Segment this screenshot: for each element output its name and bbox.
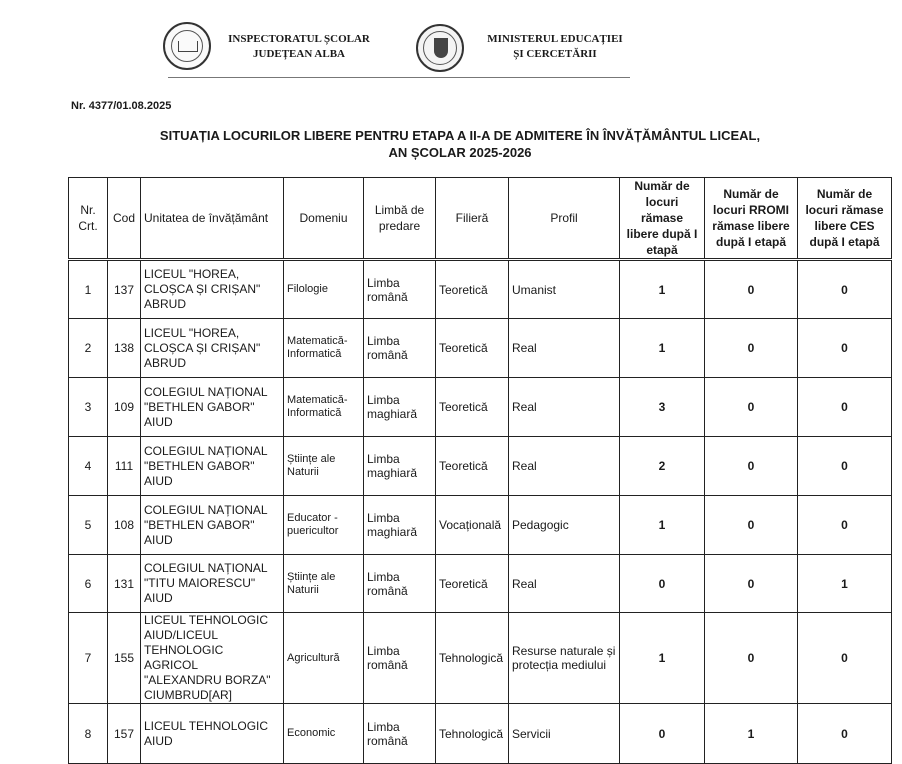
- cell-profil-line: Pedagogic: [512, 518, 569, 532]
- cell-domain: [284, 260, 364, 319]
- cell-free-places: 1: [620, 613, 705, 704]
- cell-language: [364, 378, 436, 437]
- left-institution: [214, 32, 384, 62]
- table-row: [69, 378, 892, 437]
- cell-free-places: 0: [620, 555, 705, 613]
- cell-domain-line: Informatică: [287, 348, 342, 360]
- cell-ces-places: 0: [798, 613, 892, 704]
- cell-domain: [284, 378, 364, 437]
- cell-filiera: Teoretică: [436, 260, 509, 319]
- cell-unit-line: AIUD: [144, 591, 173, 605]
- cell-unit-line: AIUD: [144, 414, 173, 429]
- cell-ces-places: 0: [798, 260, 892, 319]
- header-domain: Domeniu: [284, 178, 364, 260]
- title-line2: AN ȘCOLAR 2025-2026: [388, 145, 532, 160]
- header-free-places: Număr de locuri rămase libere după I etapă: [620, 178, 705, 260]
- header-rromi-places: Număr de locuri RROMI rămase libere după I etapă: [705, 178, 798, 260]
- right-institution-line1: MINISTERUL EDUCAȚIEI: [487, 33, 623, 45]
- cell-ces-places: 0: [798, 319, 892, 378]
- cell-profil-line: Real: [512, 576, 537, 591]
- vacancies-table: [68, 177, 892, 764]
- cell-language-line: Limba: [367, 569, 400, 584]
- cell-nr: 6: [69, 555, 108, 613]
- cell-profil: [509, 496, 620, 555]
- cell-unit-line: COLEGIUL NAȚIONAL: [144, 561, 268, 575]
- cell-unit-line: AIUD/LICEUL: [144, 628, 219, 642]
- table-row: [69, 704, 892, 764]
- cell-ces-places: 0: [798, 704, 892, 764]
- cell-nr: 3: [69, 378, 108, 437]
- registration-number: Nr. 4377/01.08.2025: [71, 100, 172, 112]
- cell-unit-line: AIUD: [144, 473, 173, 488]
- cell-unit-line: COLEGIUL NAȚIONAL: [144, 384, 268, 399]
- cell-domain: [284, 555, 364, 613]
- cell-cod: 108: [108, 496, 141, 555]
- cell-filiera: Teoretică: [436, 378, 509, 437]
- cell-profil: [509, 260, 620, 319]
- cell-cod: 131: [108, 555, 141, 613]
- header-cod: Cod: [108, 178, 141, 260]
- cell-language: [364, 437, 436, 496]
- table-header-row: [69, 178, 892, 260]
- cell-domain: [284, 437, 364, 496]
- cell-unit-line: CIUMBRUD[AR]: [144, 688, 233, 702]
- cell-filiera: Vocațională: [436, 496, 509, 555]
- cell-unit-line: COLEGIUL NAȚIONAL: [144, 502, 268, 517]
- cell-language-line: română: [367, 733, 408, 748]
- cell-domain-line: Educator -: [287, 512, 338, 524]
- cell-unit-line: COLEGIUL NAȚIONAL: [144, 443, 268, 458]
- cell-free-places: 1: [620, 496, 705, 555]
- table-row: [69, 319, 892, 378]
- cell-cod: 137: [108, 260, 141, 319]
- cell-language: [364, 704, 436, 764]
- cell-cod: 155: [108, 613, 141, 704]
- cell-cod: 138: [108, 319, 141, 378]
- cell-filiera: Tehnologică: [436, 613, 509, 704]
- cell-language: [364, 613, 436, 704]
- table-row: [69, 496, 892, 555]
- cell-language: [364, 260, 436, 319]
- cell-nr: 5: [69, 496, 108, 555]
- left-institution-line2: JUDEȚEAN ALBA: [253, 48, 345, 60]
- cell-unit-line: "BETHLEN GABOR": [144, 399, 255, 414]
- header-nr: Nr. Crt.: [69, 178, 108, 260]
- cell-domain-line: Matematică-: [287, 335, 348, 347]
- cell-rromi-places: 0: [705, 437, 798, 496]
- header-filiera: Filieră: [436, 178, 509, 260]
- cell-language-line: Limba: [367, 393, 400, 407]
- cell-language-line: Limba: [367, 719, 400, 734]
- cell-free-places: 0: [620, 704, 705, 764]
- cell-language-line: română: [367, 583, 408, 598]
- cell-domain: [284, 319, 364, 378]
- cell-cod: 157: [108, 704, 141, 764]
- cell-unit-line: "BETHLEN GABOR": [144, 517, 255, 532]
- cell-language-line: română: [367, 658, 408, 672]
- cell-unit: [141, 555, 284, 613]
- cell-ces-places: 1: [798, 555, 892, 613]
- cell-nr: 7: [69, 613, 108, 704]
- school-inspectorate-logo: [163, 22, 211, 70]
- cell-filiera: Teoretică: [436, 319, 509, 378]
- cell-free-places: 2: [620, 437, 705, 496]
- cell-nr: 2: [69, 319, 108, 378]
- cell-nr: 1: [69, 260, 108, 319]
- header-profil: Profil: [509, 178, 620, 260]
- cell-filiera: Teoretică: [436, 555, 509, 613]
- cell-unit-line: LICEUL "HOREA,: [144, 325, 240, 340]
- cell-unit-line: ABRUD: [144, 297, 187, 311]
- cell-profil-line: Real: [512, 459, 537, 473]
- cell-rromi-places: 0: [705, 496, 798, 555]
- cell-domain-line: Științe ale: [287, 453, 336, 465]
- cell-domain-line: Filologie: [287, 283, 328, 295]
- cell-domain-line: Naturii: [287, 466, 319, 478]
- cell-profil: [509, 378, 620, 437]
- cell-unit-line: AIUD: [144, 733, 173, 748]
- cell-profil: [509, 437, 620, 496]
- cell-unit-line: "TITU MAIORESCU": [144, 576, 256, 590]
- cell-language-line: maghiară: [367, 407, 418, 421]
- table-row: [69, 437, 892, 496]
- cell-unit-line: CLOȘCA ȘI CRIȘAN": [144, 340, 261, 355]
- cell-profil: [509, 704, 620, 764]
- cell-unit-line: LICEUL TEHNOLOGIC: [144, 718, 269, 733]
- cell-unit: [141, 437, 284, 496]
- cell-unit-line: "ALEXANDRU BORZA": [144, 673, 271, 687]
- table-row: [69, 260, 892, 319]
- cell-nr: 4: [69, 437, 108, 496]
- government-seal-icon: [416, 24, 464, 72]
- cell-profil: [509, 613, 620, 704]
- cell-free-places: 1: [620, 319, 705, 378]
- cell-unit: [141, 704, 284, 764]
- cell-ces-places: 0: [798, 496, 892, 555]
- header-language: Limbă de predare: [364, 178, 436, 260]
- cell-rromi-places: 1: [705, 704, 798, 764]
- cell-unit-line: TEHNOLOGIC AGRICOL: [144, 643, 224, 672]
- cell-cod: 111: [108, 437, 141, 496]
- table-row: [69, 555, 892, 613]
- right-institution-line2: ȘI CERCETĂRII: [513, 48, 597, 60]
- cell-domain-line: Matematică-: [287, 394, 348, 406]
- cell-profil-line: Real: [512, 341, 537, 355]
- cell-unit-line: ABRUD: [144, 355, 187, 370]
- cell-rromi-places: 0: [705, 260, 798, 319]
- cell-language: [364, 319, 436, 378]
- cell-unit-line: "BETHLEN GABOR": [144, 458, 255, 473]
- cell-profil-line: Resurse naturale și: [512, 644, 616, 658]
- cell-language-line: Limba: [367, 334, 400, 348]
- cell-rromi-places: 0: [705, 319, 798, 378]
- cell-language: [364, 555, 436, 613]
- cell-unit: [141, 613, 284, 704]
- cell-rromi-places: 0: [705, 555, 798, 613]
- header-unit: Unitatea de învățământ: [141, 178, 284, 260]
- cell-language: [364, 496, 436, 555]
- cell-unit-line: LICEUL TEHNOLOGIC: [144, 613, 269, 627]
- cell-domain-line: puericultor: [287, 525, 339, 537]
- cell-ces-places: 0: [798, 378, 892, 437]
- cell-language-line: Limba: [367, 644, 400, 658]
- cell-language-line: maghiară: [367, 525, 418, 539]
- title-line1: SITUAȚIA LOCURILOR LIBERE PENTRU ETAPA A II-A DE ADMITERE ÎN ÎNVĂȚĂMÂNTUL LICEAL,: [159, 128, 761, 143]
- cell-unit-line: LICEUL "HOREA,: [144, 267, 240, 281]
- cell-unit: [141, 496, 284, 555]
- left-institution-line1: INSPECTORATUL ȘCOLAR: [228, 33, 370, 45]
- cell-unit: [141, 378, 284, 437]
- cell-unit-line: CLOȘCA ȘI CRIȘAN": [144, 282, 261, 296]
- cell-language-line: română: [367, 289, 408, 304]
- table-row: [69, 613, 892, 704]
- cell-profil: [509, 555, 620, 613]
- cell-filiera: Tehnologică: [436, 704, 509, 764]
- cell-free-places: 3: [620, 378, 705, 437]
- cell-cod: 109: [108, 378, 141, 437]
- cell-unit: [141, 319, 284, 378]
- right-institution: [470, 32, 640, 62]
- header-ces-places: Număr de locuri rămase libere CES după I etapă: [798, 178, 892, 260]
- cell-unit-line: AIUD: [144, 532, 173, 547]
- document-title: [60, 127, 860, 161]
- cell-language-line: română: [367, 348, 408, 362]
- cell-domain-line: Informatică: [287, 407, 342, 419]
- cell-rromi-places: 0: [705, 613, 798, 704]
- cell-domain: [284, 613, 364, 704]
- cell-language-line: maghiară: [367, 466, 418, 480]
- cell-domain-line: Economic: [287, 727, 336, 739]
- cell-domain-line: Naturii: [287, 583, 319, 596]
- cell-rromi-places: 0: [705, 378, 798, 437]
- cell-domain-line: Științe ale: [287, 570, 336, 583]
- cell-profil-line: protecția mediului: [512, 658, 607, 672]
- header-divider: [168, 77, 630, 78]
- cell-profil: [509, 319, 620, 378]
- cell-domain-line: Agricultură: [287, 651, 340, 664]
- cell-profil-line: Servicii: [512, 726, 551, 741]
- cell-profil-line: Real: [512, 400, 537, 414]
- cell-nr: 8: [69, 704, 108, 764]
- cell-language-line: Limba: [367, 275, 400, 290]
- cell-unit: [141, 260, 284, 319]
- cell-language-line: Limba: [367, 452, 400, 466]
- cell-domain: [284, 496, 364, 555]
- cell-profil-line: Umanist: [512, 282, 557, 297]
- cell-filiera: Teoretică: [436, 437, 509, 496]
- cell-language-line: Limba: [367, 511, 400, 525]
- cell-domain: [284, 704, 364, 764]
- cell-ces-places: 0: [798, 437, 892, 496]
- cell-free-places: 1: [620, 260, 705, 319]
- letterhead: [0, 0, 902, 80]
